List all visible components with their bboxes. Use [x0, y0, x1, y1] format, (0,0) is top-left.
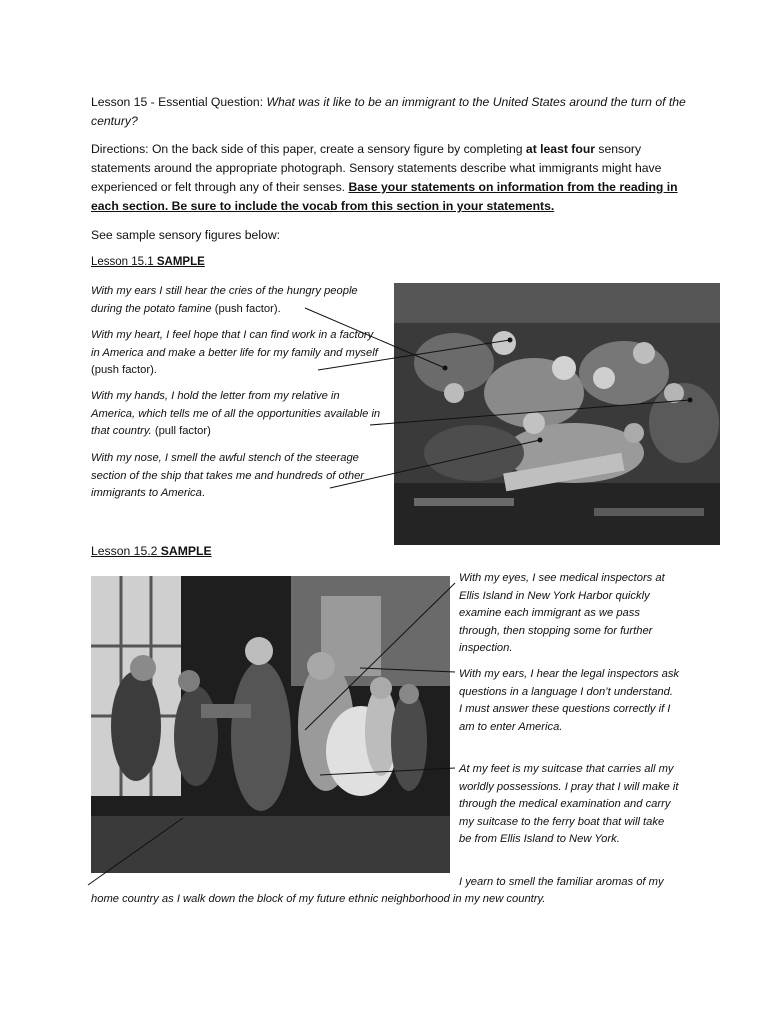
- section1-statement-1: [91, 283, 381, 318]
- directions-underlined: Base your statements on information from the reading in each section. Be sure to include the vocab from this section in your statements.: [91, 180, 678, 213]
- section2-heading: [91, 544, 212, 558]
- statement-italic: With my hands, I hold the letter from my relative in America, which tells me of all the opportunities available in that country.: [91, 390, 381, 437]
- directions: [91, 140, 681, 216]
- section2-statement-3: At my feet is my suitcase that carries all my worldly possessions. I pray that I will make it through the medical examination and carry my suitcase to the ferry boat that will take be from Ellis Island to New York.: [459, 763, 679, 845]
- section2-statement-4-line2: home country as I walk down the block of my future ethnic neighborhood in my new country.: [91, 893, 546, 905]
- question-text: What was it like to be an immigrant to the United States around the turn of the century?: [91, 95, 686, 128]
- section1-statement-4: [91, 450, 381, 503]
- statement-note: (push factor).: [211, 302, 281, 315]
- statement-italic: With my nose, I smell the awful stench of the steerage section of the ship that takes me and hundreds of other immigrants to America: [91, 452, 365, 499]
- essential-question: [91, 93, 691, 131]
- section2-heading-bold: SAMPLE: [160, 544, 212, 558]
- section1-heading: [91, 256, 205, 268]
- section2-heading-prefix: Lesson 15.2: [91, 544, 161, 558]
- statement-note: .: [201, 487, 205, 499]
- directions-text-1: Directions: On the back side of this paper, create a sensory figure by completing: [91, 142, 526, 156]
- section1-statement-3: [91, 388, 381, 441]
- steerage-photo: [394, 283, 720, 545]
- see-sample-text: See sample sensory figures below:: [91, 228, 281, 242]
- section2-statement-2: With my ears, I hear the legal inspectors ask questions in a language I don’t understand. I must answer these questions correctly if I am to enter America.: [459, 668, 680, 733]
- statement-note: (pull factor): [151, 425, 211, 437]
- statement-note: (push factor).: [91, 364, 157, 376]
- ellis-island-photo: [91, 576, 450, 873]
- section1-statement-2: [91, 327, 381, 380]
- section2-statement-1: With my eyes, I see medical inspectors at Ellis Island in New York Harbor quickly examine each immigrant as we pass through, then stopping some for further inspection.: [459, 572, 665, 654]
- lesson-label: Lesson 15 - Essential Question:: [91, 95, 267, 109]
- statement-italic: With my ears I still hear the cries of the hungry people during the potato famine: [91, 285, 358, 315]
- section1-heading-prefix: Lesson 15.1: [91, 256, 157, 268]
- directions-text-2: sensory statements around the appropriate photograph. Sensory statements describe what immigrants might have experienced or felt through any of their senses.: [91, 142, 662, 194]
- section2-statement-4-line1: I yearn to smell the familiar aromas of my: [459, 876, 664, 888]
- statement-italic: With my heart, I feel hope that I can find work in a factory in America and make a better life for my family and myself: [91, 329, 378, 359]
- section1-heading-bold: SAMPLE: [156, 256, 205, 268]
- directions-bold: at least four: [525, 142, 596, 156]
